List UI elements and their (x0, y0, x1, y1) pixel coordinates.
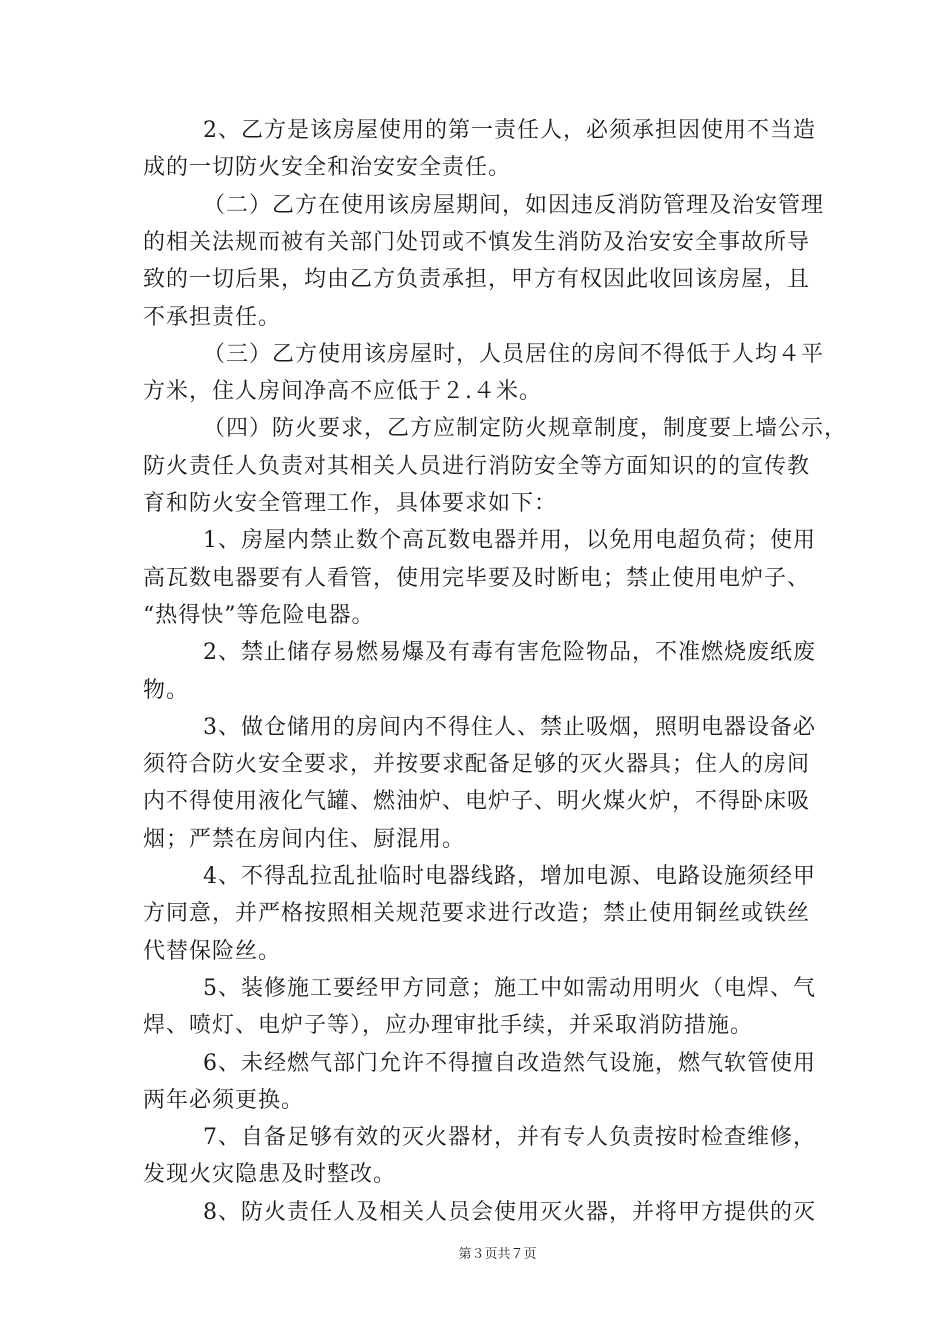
paragraph-line: 2、禁止储存易燃易爆及有毒有害危险物品，不准燃烧废纸废 (203, 640, 816, 666)
paragraph-line: 2、乙方是该房屋使用的第一责任人，必须承担因使用不当造 (203, 118, 816, 143)
paragraph-line: 烟；严禁在房间内住、厨混用。 (143, 826, 466, 852)
paragraph-line: 成的一切防火安全和治安安全责任。 (143, 155, 512, 181)
paragraph-line: 内不得使用液化气罐、燃油炉、电炉子、明火煤火炉，不得卧床吸 (143, 789, 811, 815)
paragraph-line: 6、未经燃气部门允许不得擅自改造然气设施，燃气软管使用 (203, 1050, 816, 1076)
paragraph-line: 不承担责任。 (143, 304, 282, 330)
paragraph-line: “热得快”等危险电器。 (143, 602, 375, 628)
paragraph-line: 须符合防火安全要求，并按要求配备足够的灭火器具；住人的房间 (143, 752, 811, 778)
paragraph-line: （三）乙方使用该房屋时，人员居住的房间不得低于人均４平 (203, 341, 825, 367)
paragraph-line: （四）防火要求，乙方应制定防火规章制度，制度要上墙公示， (203, 416, 848, 442)
paragraph-line: 8、防火责任人及相关人员会使用灭火器，并将甲方提供的灭 (203, 1199, 816, 1225)
paragraph-line: 的相关法规而被有关部门处罚或不慎发生消防及治安安全事故所导 (143, 229, 811, 255)
paragraph-line: 7、自备足够有效的灭火器材，并有专人负责按时检查维修， (203, 1125, 816, 1151)
paragraph-line: 两年必须更换。 (143, 1087, 305, 1113)
paragraph-line: 方米，住人房间净高不应低于２.４米。 (143, 379, 542, 405)
paragraph-line: 焊、喷灯、电炉子等），应办理审批手续，并采取消防措施。 (143, 1013, 754, 1039)
paragraph-line: 防火责任人负责对其相关人员进行消防安全等方面知识的的宣传教 (143, 453, 811, 479)
paragraph-line: 育和防火安全管理工作，具体要求如下： (143, 491, 558, 516)
paragraph-line: 1、房屋内禁止数个高瓦数电器并用，以免用电超负荷；使用 (203, 528, 816, 554)
paragraph-line: 代替保险丝。 (143, 938, 282, 964)
paragraph-line: 方同意，并严格按照相关规范要求进行改造；禁止使用铜丝或铁丝 (143, 901, 811, 927)
paragraph-line: （二）乙方在使用该房屋期间，如因违反消防管理及治安管理 (203, 192, 825, 218)
paragraph-line: 3、做仓储用的房间内不得住人、禁止吸烟，照明电器设备必 (203, 714, 816, 740)
paragraph-line: 物。 (143, 677, 190, 703)
paragraph-line: 高瓦数电器要有人看管，使用完毕要及时断电；禁止使用电炉子、 (143, 565, 811, 591)
paragraph-line: 致的一切后果，均由乙方负责承担，甲方有权因此收回该房屋，且 (143, 267, 811, 293)
paragraph-line: 发现火灾隐患及时整改。 (143, 1162, 397, 1188)
page-number: 第３页共７页 (458, 1247, 537, 1262)
paragraph-line: 5、装修施工要经甲方同意；施工中如需动用明火（电焊、气 (203, 975, 816, 1001)
paragraph-line: 4、不得乱拉乱扯临时电器线路，增加电源、电路设施须经甲 (203, 864, 816, 889)
